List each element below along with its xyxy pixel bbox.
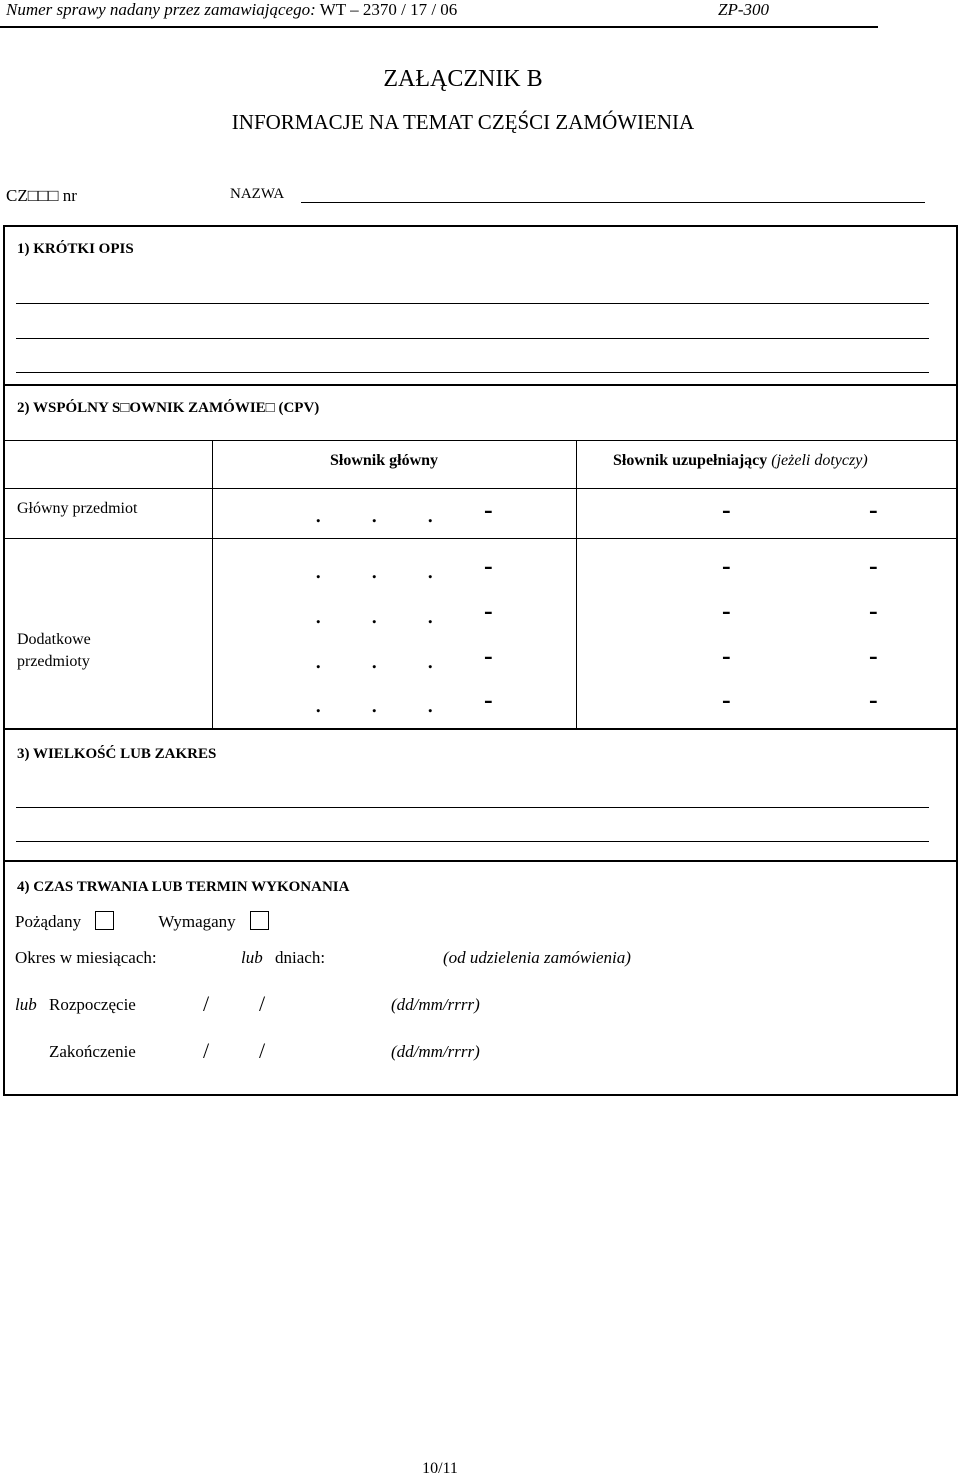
divider-1 xyxy=(5,384,956,386)
cpv-col-divider-2 xyxy=(576,440,577,728)
start-date-format: (dd/mm/rrrr) xyxy=(391,995,480,1014)
size-scope-line-2[interactable] xyxy=(16,841,929,842)
cpv-main-supp-dash-2: - xyxy=(869,495,878,524)
cpv-main-vocab-header: Słownik główny xyxy=(330,452,439,469)
header-rule xyxy=(0,26,878,28)
end-slash-1: / xyxy=(203,1038,210,1063)
duration-type-row xyxy=(15,911,269,932)
cpv-additional-dash-3a: - xyxy=(484,641,493,670)
cpv-table-top xyxy=(5,440,956,441)
cpv-main-code-dots[interactable]: . . . xyxy=(315,499,434,528)
start-slash-1: / xyxy=(203,991,210,1016)
divider-3 xyxy=(5,860,956,862)
short-description-line-3[interactable] xyxy=(16,372,929,373)
section-duration-title: 4) CZAS TRWANIA LUB TERMIN WYKONANIA xyxy=(17,879,350,895)
cpv-supp-vocab-header xyxy=(613,452,868,470)
case-number-value: WT – 2370 / 17 / 06 xyxy=(319,0,458,19)
annex-subtitle: INFORMACJE NA TEMAT CZĘŚCI ZAMÓWIENIA xyxy=(231,110,695,134)
from-award-note: (od udzielenia zamówienia) xyxy=(443,948,631,967)
cpv-additional-subjects-label: Dodatkowe przedmioty xyxy=(17,631,91,670)
cpv-additional-dash-3b: - xyxy=(722,641,731,670)
cpv-col-divider-1 xyxy=(212,440,213,728)
cpv-additional-dash-4c: - xyxy=(869,685,878,714)
part-name-label: NAZWA xyxy=(230,186,285,202)
cpv-additional-code-dots-4[interactable]: . . . xyxy=(315,689,434,718)
part-number-label: CZ□□□ nr xyxy=(6,186,77,205)
end-label: Zakończenie xyxy=(49,1042,136,1061)
cpv-additional-dash-2b: - xyxy=(722,596,731,625)
cpv-additional-dash-2c: - xyxy=(869,596,878,625)
cpv-additional-dash-3c: - xyxy=(869,641,878,670)
page-number: 10/11 xyxy=(422,1460,458,1477)
short-description-line-2[interactable] xyxy=(16,338,929,339)
days-label: dniach: xyxy=(275,948,326,967)
cpv-additional-code-dots-3[interactable]: . . . xyxy=(315,645,434,674)
cpv-additional-code-dots-2[interactable]: . . . xyxy=(315,600,434,629)
required-label: Wymagany xyxy=(158,912,236,931)
cpv-additional-dash-1c: - xyxy=(869,551,878,580)
case-number-label: Numer sprawy nadany przez zamawiającego: xyxy=(6,0,316,19)
or-label-1: lub xyxy=(241,948,263,967)
section-size-scope-title: 3) WIELKOŚĆ LUB ZAKRES xyxy=(17,746,217,762)
end-slash-2: / xyxy=(259,1038,266,1063)
end-date-format: (dd/mm/rrrr) xyxy=(391,1042,480,1061)
cpv-additional-dash-2a: - xyxy=(484,596,493,625)
desired-checkbox[interactable] xyxy=(95,911,114,930)
part-name-field[interactable] xyxy=(301,202,925,203)
cpv-main-supp-dash-1: - xyxy=(722,495,731,524)
desired-label: Pożądany xyxy=(15,912,82,931)
divider-2 xyxy=(5,728,956,730)
cpv-main-divider xyxy=(5,538,956,539)
cpv-additional-dash-1a: - xyxy=(484,551,493,580)
start-slash-2: / xyxy=(259,991,266,1016)
cpv-additional-dash-4a: - xyxy=(484,685,493,714)
required-checkbox[interactable] xyxy=(250,911,269,930)
period-months-label: Okres w miesiącach: xyxy=(15,948,157,967)
cpv-additional-dash-4b: - xyxy=(722,685,731,714)
cpv-header-divider xyxy=(5,488,956,489)
cpv-additional-code-dots-1[interactable]: . . . xyxy=(315,555,434,584)
case-number-header xyxy=(6,0,457,20)
or-label-2: lub xyxy=(15,995,37,1014)
cpv-additional-dash-1b: - xyxy=(722,551,731,580)
cpv-supp-vocab-note: (jeżeli dotyczy) xyxy=(771,452,868,469)
short-description-line-1[interactable] xyxy=(16,303,929,304)
size-scope-line-1[interactable] xyxy=(16,807,929,808)
cpv-main-subject-label: Główny przedmiot xyxy=(17,500,138,517)
form-code: ZP-300 xyxy=(718,0,769,19)
section-cpv-title: 2) WSPÓLNY S□OWNIK ZAMÓWIE□ (CPV) xyxy=(17,400,320,416)
cpv-main-code-dash: - xyxy=(484,495,493,524)
part-info-box xyxy=(3,225,958,1096)
start-label: Rozpoczęcie xyxy=(49,995,136,1014)
cpv-supp-vocab-label: Słownik uzupełniający xyxy=(613,452,768,469)
annex-title: ZAŁĄCZNIK B xyxy=(383,66,543,92)
section-short-description-title: 1) KRÓTKI OPIS xyxy=(17,241,134,257)
